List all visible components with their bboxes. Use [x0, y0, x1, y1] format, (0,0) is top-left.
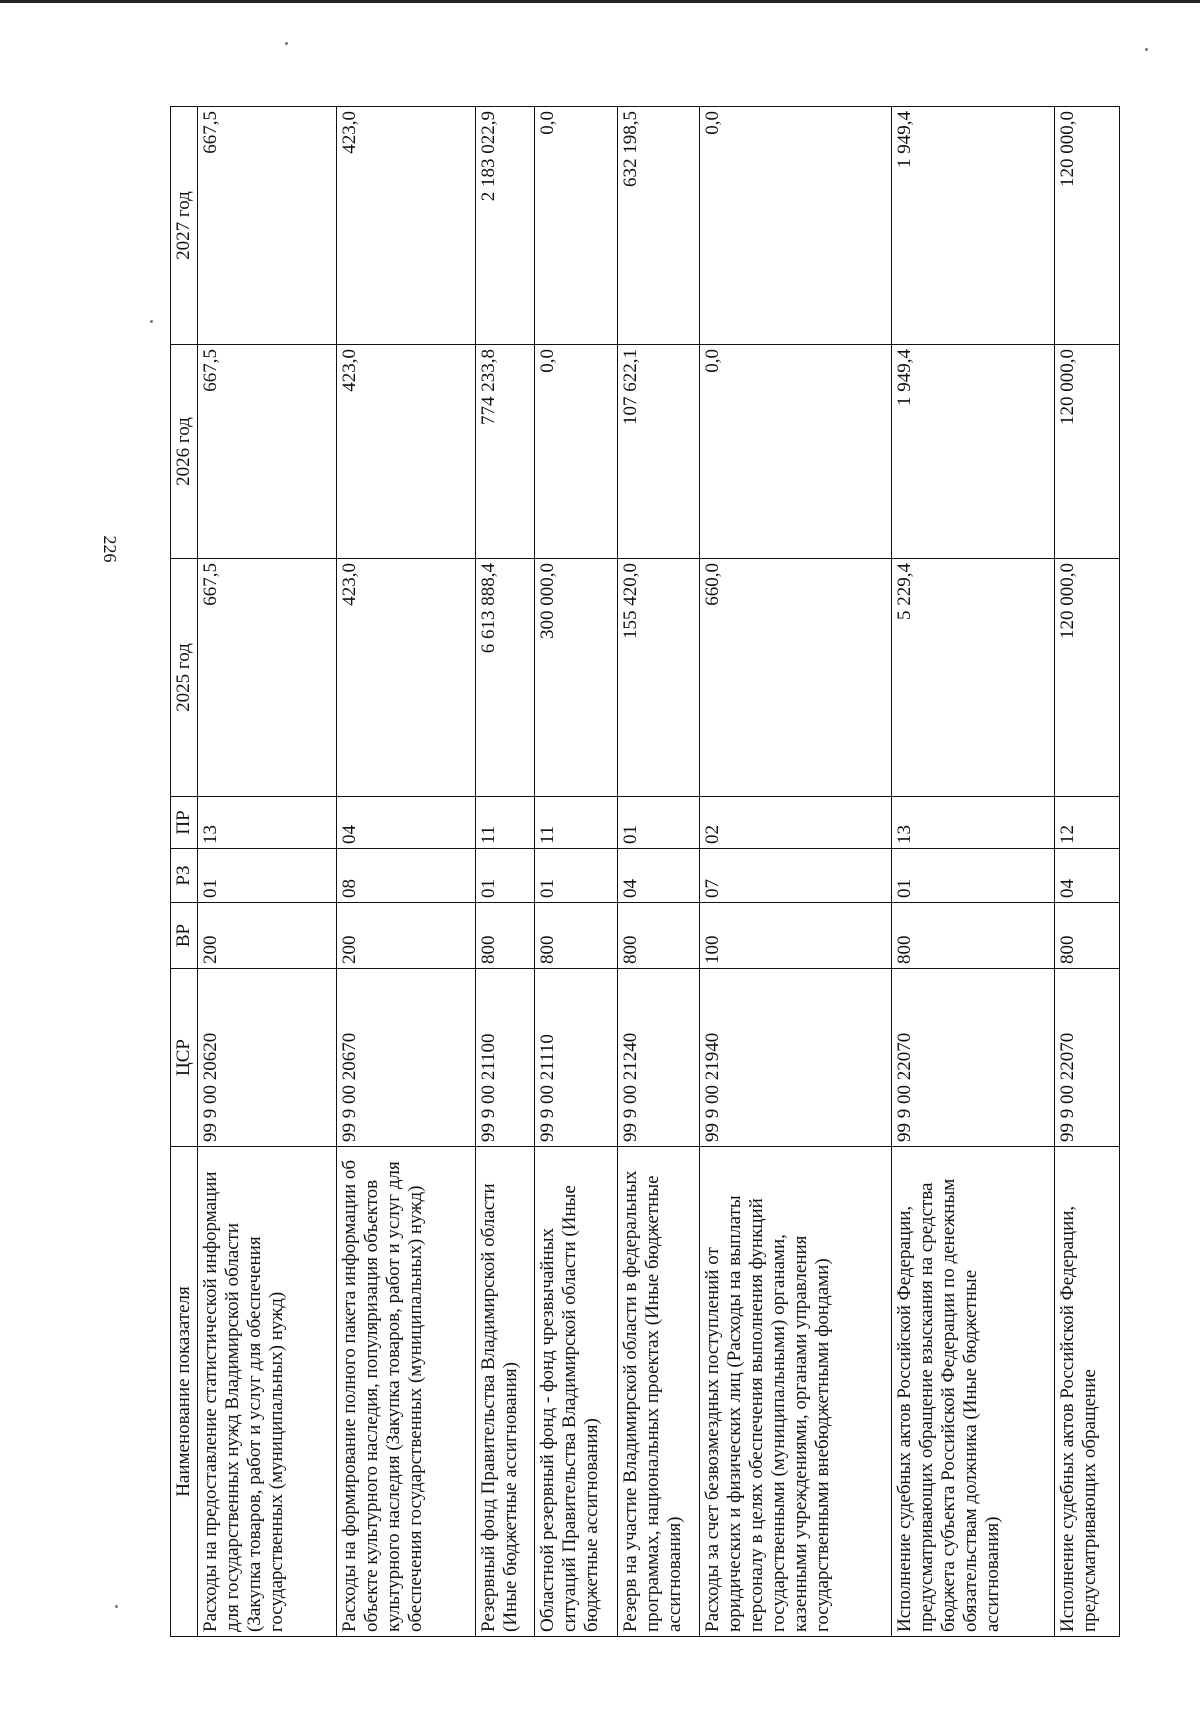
row-name: Резервный фонд Правительства Владимирской области (Иные бюджетные ассигнования)	[476, 1147, 535, 1637]
header-2027: 2027 год	[171, 107, 198, 345]
table-row	[1054, 107, 1119, 1637]
row-rz: 08	[337, 849, 476, 903]
row-csr: 99 9 00 21110	[535, 969, 618, 1147]
row-vr: 800	[617, 903, 700, 969]
row-name: Исполнение судебных актов Российской Федерации, предусматривающих обращение взыскания на средства бюджета субъекта Российской Федерации по денежным обязательствам должника (Иные бюджетные ассигнования)	[891, 1147, 1054, 1637]
row-vr: 800	[476, 903, 535, 969]
row-2025: 667,5	[198, 559, 337, 797]
rotated-table-wrapper	[170, 107, 1120, 1637]
row-pr: 02	[700, 797, 891, 849]
table-body	[198, 107, 1120, 1637]
row-name: Исполнение судебных актов Российской Федерации, предусматривающих обращение	[1054, 1147, 1119, 1637]
row-rz: 01	[891, 849, 1054, 903]
row-2025: 5 229,4	[891, 559, 1054, 797]
row-rz: 04	[1054, 849, 1119, 903]
row-csr: 99 9 00 20670	[337, 969, 476, 1147]
row-vr: 200	[337, 903, 476, 969]
row-2027: 120 000,0	[1054, 107, 1119, 345]
row-csr: 99 9 00 22070	[1054, 969, 1119, 1147]
row-2026: 774 233,8	[476, 345, 535, 559]
row-rz: 07	[700, 849, 891, 903]
row-2025: 120 000,0	[1054, 559, 1119, 797]
page-number: 226	[100, 535, 120, 563]
row-2027: 1 949,4	[891, 107, 1054, 345]
scan-speck	[1145, 48, 1148, 51]
table-row	[535, 107, 618, 1637]
table-row	[891, 107, 1054, 1637]
row-2025: 155 420,0	[617, 559, 700, 797]
table-row	[337, 107, 476, 1637]
header-2025: 2025 год	[171, 559, 198, 797]
row-pr: 01	[617, 797, 700, 849]
table-row	[198, 107, 337, 1637]
row-2025: 423,0	[337, 559, 476, 797]
budget-table	[170, 106, 1120, 1637]
header-rz: РЗ	[171, 849, 198, 903]
row-2025: 6 613 888,4	[476, 559, 535, 797]
header-row	[171, 107, 198, 1637]
row-pr: 11	[476, 797, 535, 849]
row-2027: 667,5	[198, 107, 337, 345]
table-header	[171, 107, 198, 1637]
row-rz: 01	[476, 849, 535, 903]
row-csr: 99 9 00 20620	[198, 969, 337, 1147]
row-name: Резерв на участие Владимирской области в федеральных программах, национальных проектах (Иные бюджетные ассигнования)	[617, 1147, 700, 1637]
row-2026: 0,0	[700, 345, 891, 559]
row-vr: 800	[535, 903, 618, 969]
row-vr: 800	[1054, 903, 1119, 969]
row-2026: 120 000,0	[1054, 345, 1119, 559]
table-row	[476, 107, 535, 1637]
header-2026: 2026 год	[171, 345, 198, 559]
table-row	[700, 107, 891, 1637]
row-vr: 100	[700, 903, 891, 969]
row-pr: 11	[535, 797, 618, 849]
row-vr: 800	[891, 903, 1054, 969]
row-rz: 04	[617, 849, 700, 903]
header-csr: ЦСР	[171, 969, 198, 1147]
row-2025: 300 000,0	[535, 559, 618, 797]
row-rz: 01	[198, 849, 337, 903]
row-name: Расходы за счет безвозмездных поступлений от юридических и физических лиц (Расходы на выплаты персоналу в целях обеспечения выполнения функций государственными (муниципальными) органами, казенными учреждениями, органами управления государственными внебюджетными фондами)	[700, 1147, 891, 1637]
table-row	[617, 107, 700, 1637]
row-2026: 107 622,1	[617, 345, 700, 559]
row-csr: 99 9 00 21100	[476, 969, 535, 1147]
row-csr: 99 9 00 21940	[700, 969, 891, 1147]
row-name: Расходы на предоставление статистической информации для государственных нужд Владимирской области (Закупка товаров, работ и услуг для обеспечения государственных (муниципальных) нужд)	[198, 1147, 337, 1637]
row-2026: 423,0	[337, 345, 476, 559]
row-2027: 0,0	[700, 107, 891, 345]
top-border-line	[0, 0, 1200, 3]
header-vr: ВР	[171, 903, 198, 969]
row-vr: 200	[198, 903, 337, 969]
row-csr: 99 9 00 21240	[617, 969, 700, 1147]
row-name: Расходы на формирование полного пакета информации об объекте культурного наследия, популяризация объектов культурного наследия (Закупка товаров, работ и услуг для обеспечения государственных (муниципальных) нужд)	[337, 1147, 476, 1637]
row-2027: 423,0	[337, 107, 476, 345]
row-2027: 2 183 022,9	[476, 107, 535, 345]
row-2027: 632 198,5	[617, 107, 700, 345]
row-rz: 01	[535, 849, 618, 903]
header-name: Наименование показателя	[171, 1147, 198, 1637]
row-2026: 1 949,4	[891, 345, 1054, 559]
row-csr: 99 9 00 22070	[891, 969, 1054, 1147]
row-pr: 13	[198, 797, 337, 849]
row-2026: 0,0	[535, 345, 618, 559]
row-2027: 0,0	[535, 107, 618, 345]
row-pr: 04	[337, 797, 476, 849]
header-pr: ПР	[171, 797, 198, 849]
scan-speck	[150, 320, 153, 323]
row-pr: 12	[1054, 797, 1119, 849]
row-pr: 13	[891, 797, 1054, 849]
scan-speck	[285, 42, 288, 45]
scan-speck	[115, 1605, 118, 1608]
row-name: Областной резервный фонд - фонд чрезвычайных ситуаций Правительства Владимирской области (Иные бюджетные ассигнования)	[535, 1147, 618, 1637]
row-2025: 660,0	[700, 559, 891, 797]
row-2026: 667,5	[198, 345, 337, 559]
